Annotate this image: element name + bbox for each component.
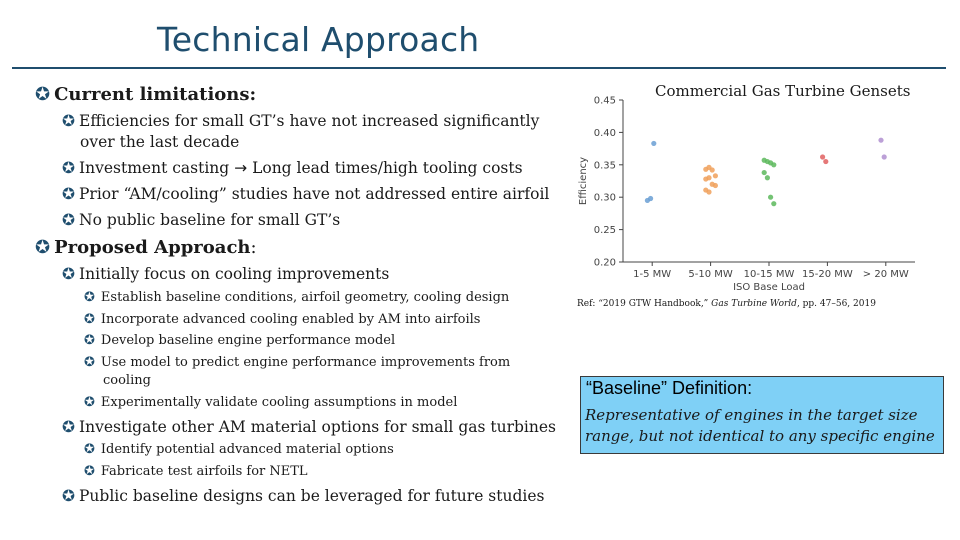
data-point (820, 154, 825, 159)
cooling-subitem-continued: cooling (103, 373, 151, 388)
x-tick-label: 5-10 MW (688, 269, 733, 280)
y-tick-label: 0.30 (593, 192, 616, 204)
materials-subitem-text: Fabricate test airfoils for NETL (100, 464, 308, 479)
y-tick-label: 0.25 (593, 225, 616, 237)
data-point (765, 175, 770, 180)
bullet-icon: ✪ (62, 211, 75, 229)
bullet-icon: ✪ (62, 418, 75, 436)
data-point (762, 170, 767, 175)
cooling-subitem (84, 395, 457, 410)
limitation-text: Prior “AM/cooling” studies have not addressed entire airfoil (79, 185, 550, 203)
cooling-focus-text: Initially focus on cooling improvements (79, 265, 390, 283)
data-point (706, 189, 711, 194)
chart-reference (577, 299, 876, 309)
limitation-item (62, 112, 539, 130)
y-tick-label: 0.35 (593, 160, 616, 172)
reference-suffix: , pp. 47–56, 2019 (796, 299, 876, 309)
data-point (648, 196, 653, 201)
data-point (710, 167, 715, 172)
materials-subitem (84, 464, 308, 479)
limitation-item-continued: over the last decade (80, 133, 240, 151)
proposed-approach-heading (35, 237, 257, 258)
limitation-item (62, 159, 523, 177)
public-baseline-text: Public baseline designs can be leveraged for future studies (79, 487, 545, 505)
bullet-icon: ✪ (84, 355, 95, 370)
baseline-definition-body: Representative of engines in the target size range, but not identical to any specific engine (585, 406, 935, 445)
materials-text: Investigate other AM material options for small gas turbines (79, 418, 556, 436)
title-rule (12, 67, 946, 69)
efficiency-scatter-chart (570, 92, 920, 292)
bullet-icon: ✪ (62, 265, 75, 283)
cooling-subitem-text: Experimentally validate cooling assumptions in model (100, 395, 458, 410)
bullet-icon: ✪ (84, 312, 95, 327)
cooling-subitem-text: Incorporate advanced cooling enabled by AM into airfoils (100, 312, 481, 327)
bullet-icon: ✪ (84, 442, 95, 457)
data-point (713, 183, 718, 188)
limitation-item (62, 211, 340, 229)
data-point (771, 201, 776, 206)
baseline-definition-box (580, 376, 944, 454)
x-axis-label: ISO Base Load (733, 282, 805, 292)
data-point (882, 154, 887, 159)
data-point (771, 162, 776, 167)
x-tick-label: 10-15 MW (743, 269, 795, 280)
bullet-icon: ✪ (84, 290, 95, 305)
arrow-right-icon: → (234, 159, 248, 177)
current-limitations-label: Current limitations: (54, 84, 257, 105)
materials-item (62, 418, 556, 436)
public-baseline-item (62, 487, 544, 505)
data-point (768, 195, 773, 200)
cooling-focus-item (62, 265, 389, 283)
cooling-subitem (84, 333, 395, 348)
y-tick-label: 0.40 (593, 127, 616, 139)
data-point (878, 138, 883, 143)
y-axis-label: Efficiency (578, 156, 589, 206)
cooling-subitem (84, 312, 480, 327)
heading-suffix: : (250, 237, 257, 258)
limitation-text: No public baseline for small GT’s (79, 211, 341, 229)
limitation-text: Efficiencies for small GT’s have not increased significantly (79, 112, 540, 130)
limitation-text: Long lead times/high tooling costs (252, 159, 523, 177)
bullet-icon: ✪ (84, 464, 95, 479)
y-tick-label: 0.20 (593, 257, 616, 269)
limitation-text: Investment casting (79, 159, 230, 177)
data-point (706, 175, 711, 180)
bullet-icon: ✪ (62, 159, 75, 177)
cooling-subitem-text: Establish baseline conditions, airfoil geometry, cooling design (100, 290, 510, 305)
data-point (651, 141, 656, 146)
bullet-icon: ✪ (35, 237, 51, 258)
bullet-icon: ✪ (84, 333, 95, 348)
reference-prefix: Ref: “2019 GTW Handbook,” (577, 299, 709, 309)
cooling-subitem-text: Use model to predict engine performance improvements from (100, 355, 511, 370)
bullet-icon: ✪ (62, 112, 75, 130)
cooling-subitem (84, 290, 509, 305)
bullet-icon: ✪ (35, 84, 51, 105)
bullet-icon: ✪ (62, 185, 75, 203)
limitation-item (62, 185, 549, 203)
baseline-definition-heading: “Baseline” Definition: (586, 378, 753, 398)
data-point (823, 159, 828, 164)
cooling-subitem (84, 355, 510, 370)
bullet-icon: ✪ (62, 487, 75, 505)
proposed-approach-label: Proposed Approach (54, 237, 251, 258)
materials-subitem-text: Identify potential advanced material options (100, 442, 394, 457)
bullet-icon: ✪ (84, 395, 95, 410)
y-tick-label: 0.45 (593, 95, 616, 107)
reference-journal: Gas Turbine World (711, 299, 797, 309)
cooling-subitem-text: Develop baseline engine performance model (100, 333, 396, 348)
x-tick-label: 1-5 MW (633, 269, 672, 280)
x-tick-label: > 20 MW (862, 269, 909, 280)
data-point (713, 173, 718, 178)
x-tick-label: 15-20 MW (802, 269, 853, 280)
current-limitations-heading (35, 84, 256, 105)
materials-subitem (84, 442, 394, 457)
chart-title: Commercial Gas Turbine Gensets (655, 82, 911, 100)
slide-title: Technical Approach (157, 20, 480, 59)
